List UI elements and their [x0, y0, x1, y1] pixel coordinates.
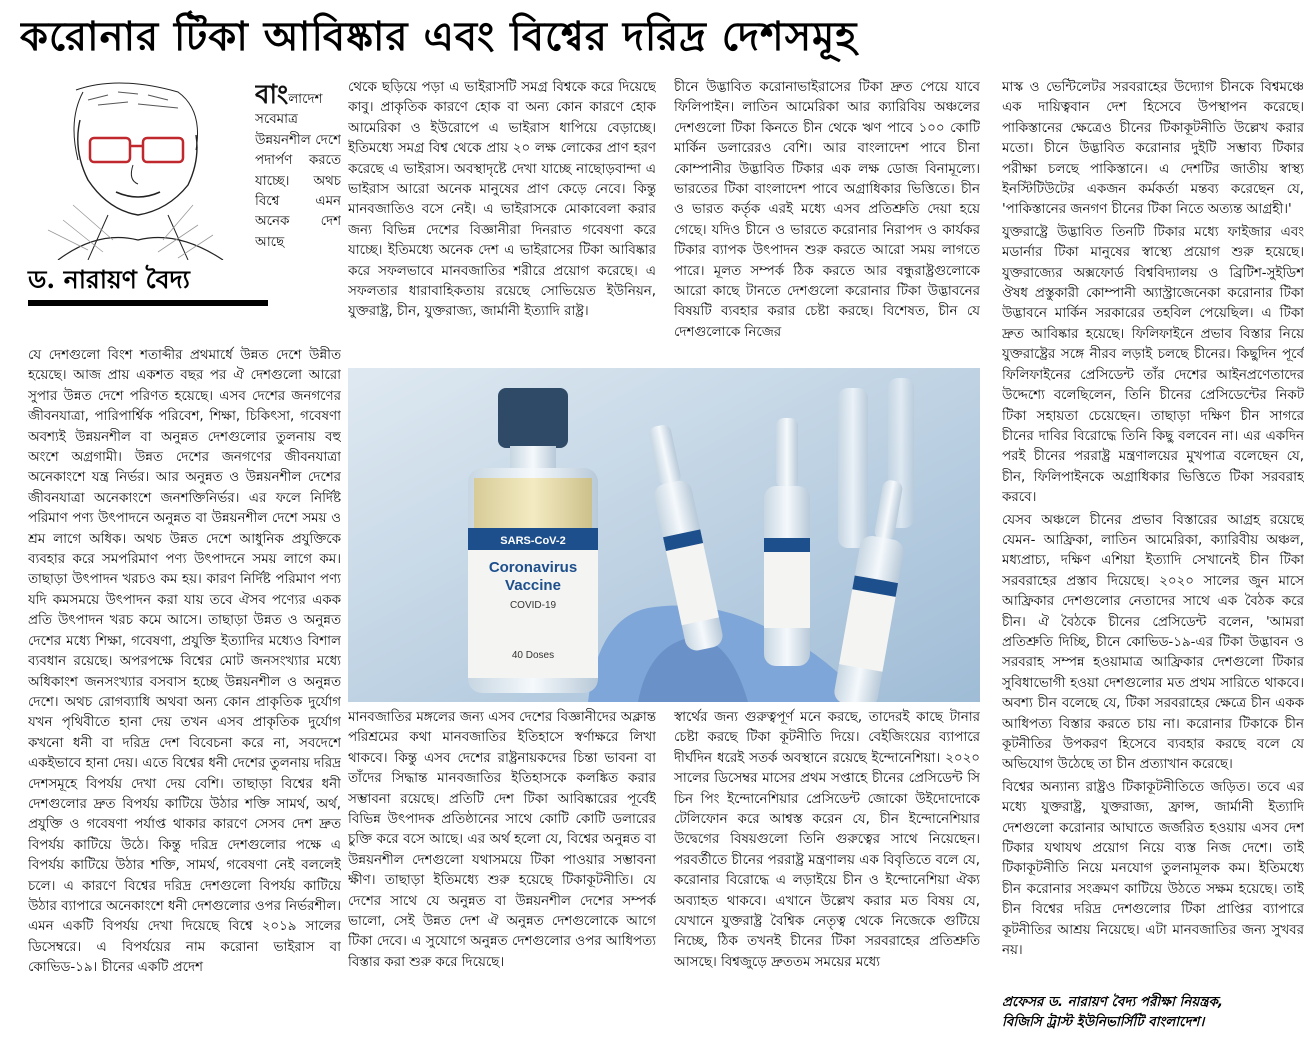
vial-label-line3: Vaccine [505, 577, 561, 594]
vial-label-line4: COVID-19 [509, 600, 557, 611]
vial-label-line2: Coronavirus [488, 559, 578, 576]
column-1 [28, 346, 341, 1038]
column-2-bottom-para: মানবজাতির মঙ্গলের জন্য এসব দেশের বিজ্ঞানীদের অক্লান্ত পরিশ্রমের কথা মানবজাতির ইতিহাসে স্বর্ণাক্ষরে লিখা থাকবে। কিন্তু এসব দেশের রাষ্ট্রনায়কদের চিন্তা ভাবনা বা তাঁদের সিদ্ধান্ত মানবজাতির ইতিহাসকে কলঙ্কিত করার সম্ভাবনা রয়েছে। প্রতিটি দেশ টিকা আবিষ্কারের পূর্বেই বিভিন্ন উৎপাদক প্রতিষ্ঠানের সাথে কোটি কোটি ডলারের চুক্তি করে বসে আছে। এর অর্থ হলো যে, বিশ্বের অনুন্নত বা উন্নয়নশীল দেশগুলো যথাসময়ে টিকা পাওয়ার সম্ভাবনা ক্ষীণ। তাছাড়া ইতিমধ্যে শুরু হয়েছে টিকাকূটনীতি। যে দেশের সাথে যে অনুন্নত বা উন্নয়নশীল দেশের সম্পর্ক ভালো, সেই উন্নত দেশ ঐ অনুন্নত দেশগুলোকে আগে টিকা দেবে। এ সুযোগে অনুন্নত দেশগুলোর ওপর আধিপত্য বিস্তার করা শুরু করে দিয়েছে। [348, 710, 656, 970]
column-3-top [674, 78, 980, 364]
author-portrait-sketch-icon [28, 80, 248, 260]
author-name: ড. নারায়ণ বৈদ্য [28, 265, 190, 294]
column-4 [1002, 78, 1304, 986]
author-signoff [1002, 993, 1302, 1039]
column-2-top-para: থেকে ছড়িয়ে পড়া এ ভাইরাসটি সমগ্র বিশ্বকে করে দিয়েছে কাবু। প্রাকৃতিক কারণে হোক বা অন্য কোন কারণে হোক আমেরিকা ও ইউরোপে এ ভাইরাস ধাপিয়ে বেড়াচ্ছে। ইতিমধ্যে সমগ্র বিশ্ব থেকে প্রায় ২০ লক্ষ লোকের প্রাণ হরণ করেছে এ ভাইরাস। অবস্থাদৃষ্টে দেখা যাচ্ছে নাছোড়বান্দা এ ভাইরাস আরো অনেক মানুষের প্রাণ কেড়ে নেবে। কিন্তু মানবজাতিও বসে নেই। এ ভাইরাসকে মোকাবেলা করার জন্য বিভিন্ন দেশের বিজ্ঞানীরা দিনরাত গবেষণা করে যাচ্ছে। ইতিমধ্যে অনেক দেশ এ ভাইরাসের টিকা আবিষ্কার করে সফলভাবে মানবজাতির শরীরে প্রয়োগ করেছে। এ সফলতার ধারাবাহিকতায় রয়েছে সোভিয়েত ইউনিয়ন, যুক্তরাষ্ট্র, চীন, যুক্তরাজ্য, জার্মানী ইত্যাদি রাষ্ট্র। [348, 80, 656, 320]
signoff-name: প্রফেসর ড. নারায়ণ বৈদ্য [1002, 995, 1136, 1010]
column-4-para: যেসব অঞ্চলে চীনের প্রভাব বিস্তারের আগ্রহ রয়েছে যেমন- আফ্রিকা, লাতিন আমেরিকা, ক্যারিবীয় অঞ্চল, মধ্যপ্রাচ্য, দক্ষিণ এশিয়া ইত্যাদি সেখানেই চীন টিকা সরবরাহের প্রস্তাব দিয়েছে। ২০২০ সালের জুন মাসে আফ্রিকার দেশগুলোর নেতাদের সাথে এক বৈঠক করে চীন। ঐ বৈঠকে চীনের প্রেসিডেন্ট বলেন, 'আমরা প্রতিশ্রুতি দিচ্ছি, চীনে কোভিড-১৯-এর টিকা উদ্ভাবন ও সরবরাহ সম্পন্ন হওয়ামাত্র আফ্রিকার দেশগুলো টিকার সুবিধাভোগী হওয়া দেশগুলোর মত প্রথম সারিতে থাকবে। অবশ্য চীন বলেছে যে, টিকা সরবরাহের ক্ষেত্রে চীন একক আধিপত্য বিস্তার করতে চায় না। করোনার টিকাকে চীন কূটনীতির উপকরণ হিসেবে ব্যবহার করছে বলে যে অভিযোগ উঠেছে তা চীন প্রত্যাখান করেছে। [1002, 512, 1304, 773]
column-3-top-para: চীনে উদ্ভাবিত করোনাভাইরাসের টিকা দ্রুত পেয়ে যাবে ফিলিপাইন। লাতিন আমেরিকা আর ক্যারিবিয় অঞ্চলের দেশগুলো টিকা কিনতে চীন থেকে ঋণ পাবে ১০০ কোটি মার্কিন ডলারেরও বেশি। আর বাংলাদেশ পাবে চীনা কোম্পানীর উদ্ভাবিত টিকার এক লক্ষ ডোজ বিনামূল্যে। ভারতের টিকা বাংলাদেশ পাবে অগ্রাধিকার ভিত্তিতে। চীন ও ভারত কর্তৃক এরই মধ্যে এসব প্রতিশ্রুতি দেয়া হয়ে গেছে। যদিও চীনে ও ভারতে করোনার নিরাপদ ও কার্যকর টিকার ব্যাপক উৎপাদন শুরু করতে আরো সময় লাগতে পারে। মূলত সম্পর্ক ঠিক করতে আর বন্ধুরাষ্ট্রগুলোকে আরো কাছে টানতে দেশগুলো করোনার টিকা উদ্ভাবনের বিষয়টি ব্যবহার করার চেষ্টা করছে। বিশেষত, চীন যে দেশগুলোকে নিজের [674, 80, 980, 340]
column-2-bottom [348, 708, 656, 1040]
column-3-bottom [674, 708, 980, 1040]
dropcap-word: বাং [255, 80, 289, 110]
lead-text: লাদেশ সবেমাত্র উন্নয়নশীল দেশে পদার্পণ করতে যাচ্ছে। অথচ বিশ্বে এমন অনেক দেশ আছে [255, 92, 341, 250]
column-4-para: বিশ্বের অন্যান্য রাষ্ট্রও টিকাকূটনীতিতে জড়িত। তবে এর মধ্যে যুক্তরাষ্ট্র, যুক্তরাজ্য, ফ্রান্স, জার্মানী ইত্যাদি দেশগুলো করোনার আঘাতে জর্জরিত হওয়ায় এসব দেশ টিকার যথাযথ প্রয়োগ নিয়ে ব্যস্ত নিজ দেশে। তাই টিকাকূটনীতি নিয়ে মনযোগ তুলনামূলক কম। ইতিমধ্যে চীন করোনার সংক্রমণ কাটিয়ে উঠতে সক্ষম হয়েছে। তাই চীন বিশ্বের দরিদ্র দেশগুলোর টিকা প্রাপ্তির ব্যাপারে কূটনীতির আশ্রয় নিয়েছে। এটা মানবজাতির জন্য সুখবর নয়। [1002, 779, 1304, 959]
column-4-para: যুক্তরাষ্ট্রে উদ্ভাবিত তিনটি টিকার মধ্যে ফাইজার এবং মডার্নার টিকা মানুষের স্বাস্থ্যে প্রয়োগ শুরু হয়েছে। যুক্তরাজ্যের অক্সফোর্ড বিশ্ববিদ্যালয় ও ব্রিটিশ-সুইডিশ ঔষধ প্রস্তুকারী কোম্পানী অ্যাস্ট্রাজেনেকা করোনার টিকা উদ্ভাবনে মার্কিন সরকারের তহবিল পেয়েছিল। এ টিকা দ্রুত আবিষ্কার হয়েছে। ফিলিফাইনে প্রভাব বিস্তার নিয়ে যুক্তরাষ্ট্রের সঙ্গে নীরব লড়াই চলছে চীনের। কিছুদিন পূর্বে ফিলিফাইনের প্রেসিডেন্ট তাঁর দেশের আইনপ্রণেতাদের উদ্দেশ্যে বলেছিলেন, তিনি চীনের প্রেসিডেন্টের নিকট টিকা সহায়তা চেয়েছেন। তাছাড়া দক্ষিণ চীন সাগরে চীনের দাবির বিরোদ্ধে তিনি কিছু বলবেন না। এর একদিন পরই চীনের পররাষ্ট্র মন্ত্রণালয়ের মুখপাত্র বলেছেন যে, চীন, ফিলিপাইনকে অগ্রাধিকার ভিত্তিতে টিকা সরবরাহ করবে। [1002, 224, 1304, 506]
author-rule [28, 300, 268, 306]
column-4-para: মাস্ক ও ভেন্টিলেটর সরবরাহের উদ্যোগ চীনকে বিশ্বমঞ্চে এক দায়িত্ববান দেশ হিসেবে উপস্থাপন করেছে। পাকিস্তানের ক্ষেত্রেও চীনের টিকাকূটনীতি উল্লেখ করার মতো। চীনে উদ্ভাবিত করোনার দুইটি সম্ভাব্য টিকার পরীক্ষা চলছে পাকিস্তানে। এ দেশটির জাতীয় স্বাস্থ্য ইনস্টিটিউটের একজন কর্মকর্তা মন্তব্য করেছেন যে, 'পাকিস্তানের জনগণ চীনের টিকা নিতে অত্যন্ত আগ্রহী।' [1002, 80, 1304, 218]
vial-doses: 40 Doses [511, 650, 555, 661]
signoff-line-1 [1002, 993, 1302, 1013]
signoff-line-2: বিজিসি ট্রাস্ট ইউনিভার্সিটি বাংলাদেশ। [1002, 1015, 1205, 1030]
column-3-bottom-para: স্বার্থের জন্য গুরুত্বপূর্ণ মনে করছে, তাদেরই কাছে টানার চেষ্টা করছে টিকা কূটনীতি দিয়ে। বেইজিংয়ের ব্যাপারে দীর্ঘদিন ধরেই সতর্ক অবস্থানে রয়েছে ইন্দোনেশিয়া। ২০২০ সালের ডিসেম্বর মাসের প্রথম সপ্তাহে চীনের প্রেসিডেন্ট সি চিন পিং ইন্দোনেশিয়ার প্রেসিডেন্ট জোকো উইদোদোকে টেলিফোন করে আশ্বস্ত করেন যে, চীন ইন্দোনেশিয়ার উদ্বেগের বিষয়গুলো তিনি গুরুত্বের সাথে নিয়েছেন। পরবর্তীতে চীনের পররাষ্ট্র মন্ত্রণালয় এক বিবৃতিতে বলে যে, করোনার বিরোদ্ধে এ লড়াইয়ে চীন ও ইন্দোনেশিয়া ঐক্য অব্যাহত থাকবে। এখানে উল্লেখ করার মত বিষয় যে, যেখানে যুক্তরাষ্ট্র বৈশ্বিক নেতৃত্ব থেকে নিজেকে গুটিয়ে নিচ্ছে, ঠিক তখনই চীনের টিকা সরবরাহের প্রতিশ্রুতি আসছে। বিশ্বজুড়ে দ্রুততম সময়ের মধ্যে [674, 710, 980, 970]
column-2-top [348, 78, 656, 364]
signoff-title: পরীক্ষা নিয়ন্ত্রক, [1135, 995, 1224, 1010]
vaccine-photo [348, 368, 980, 702]
headline: করোনার টিকা আবিষ্কার এবং বিশ্বের দরিদ্র দেশসমূহ [20, 13, 858, 60]
vial-label-line1: SARS-CoV-2 [500, 535, 566, 547]
column-1-para: যে দেশগুলো বিংশ শতাব্দীর প্রথমার্ধে উন্নত দেশে উন্নীত হয়েছে। আজ প্রায় একশত বছর পর ঐ দেশগুলো আরো সুপার উন্নত দেশে পরিণত হয়েছে। এসব দেশের জনগণের জীবনযাত্রা, পারিপার্শ্বিক পরিবেশ, শিক্ষা, চিকিৎসা, গবেষণা অবশ্যই উন্নয়নশীল বা অনুন্নত দেশগুলোর তুলনায় বহু অংশে অগ্রগামী। উন্নত দেশের জনগণের জীবনযাত্রা অনেকাংশে যন্ত্র নির্ভর। আর অনুন্নত ও উন্নয়নশীল দেশের জীবনযাত্রা অনেকাংশে জনশক্তিনির্ভর। এর ফলে নির্দিষ্ট পরিমাণ পণ্য উৎপাদনে অনুন্নত বা উন্নয়নশীল দেশে সময় ও শ্রম লাগে অধিক। অথচ উন্নত দেশে আধুনিক প্রযুক্তিকে ব্যবহার করে সমপরিমাণ পণ্য উৎপাদনে সময় লাগে কম। তাছাড়া উৎপাদন খরচও কম হয়। কারণ নির্দিষ্ট পরিমাণ পণ্য যদি কমসময়ে উৎপাদন করা যায় তবে ঐসব পণ্যের একক প্রতি উৎপাদন খরচ কমে আসে। তাছাড়া উন্নত ও অনুন্নত দেশের মধ্যে শিক্ষা, গবেষণা, প্রযুক্তি ইত্যাদির মধ্যেও বিশাল ব্যবধান রয়েছে। অপরপক্ষে বিশ্বের মোট জনসংখ্যার মধ্যে অধিকাংশ জনসংখ্যার বসবাস হচ্ছে উন্নয়নশীল ও অনুন্নত দেশে। অথচ রোগব্যাধি অথবা অন্য কোন প্রাকৃতিক দুর্যোগ যখন পৃথিবীতে হানা দেয় তখন এসব প্রাকৃতিক দুর্যোগ কখনো ধনী বা দরিদ্র দেশ বিবেচনা করে না, সবদেশে একইভাবে হানা দেয়। এতে বিশ্বের ধনী দেশের তুলনায় দরিদ্র দেশসমূহে বিপর্যয় দেখা দেয় বেশি। তাছাড়া বিশ্বের ধনী দেশগুলোর দ্রুত বিপর্যয় কাটিয়ে উঠার শক্তি সামর্থ, অর্থ, প্রযুক্তি ও গবেষণা পর্যাপ্ত থাকার কারণে সেসব দেশ দ্রুত বিপর্যয় কাটিয়ে উঠে। কিন্তু দরিদ্র দেশগুলোর পক্ষে এ বিপর্যয় কাটিয়ে উঠার শক্তি, সামর্থ, গবেষণা নেই বললেই চলে। এ কারণে বিশ্বের দরিদ্র দেশগুলো বিপর্যয় কাটিয়ে উঠার ব্যাপারে অনেকাংশে ধনী দেশগুলোর ওপর নির্ভরশীল। এমন একটি বিপর্যয় দেখা দিয়েছে বিশ্বে ২০১৯ সালের ডিসেম্বরে। এ বিপর্যয়ের নাম করোনা ভাইরাস বা কোভিড-১৯। চীনের একটি প্রদেশ [28, 348, 341, 976]
